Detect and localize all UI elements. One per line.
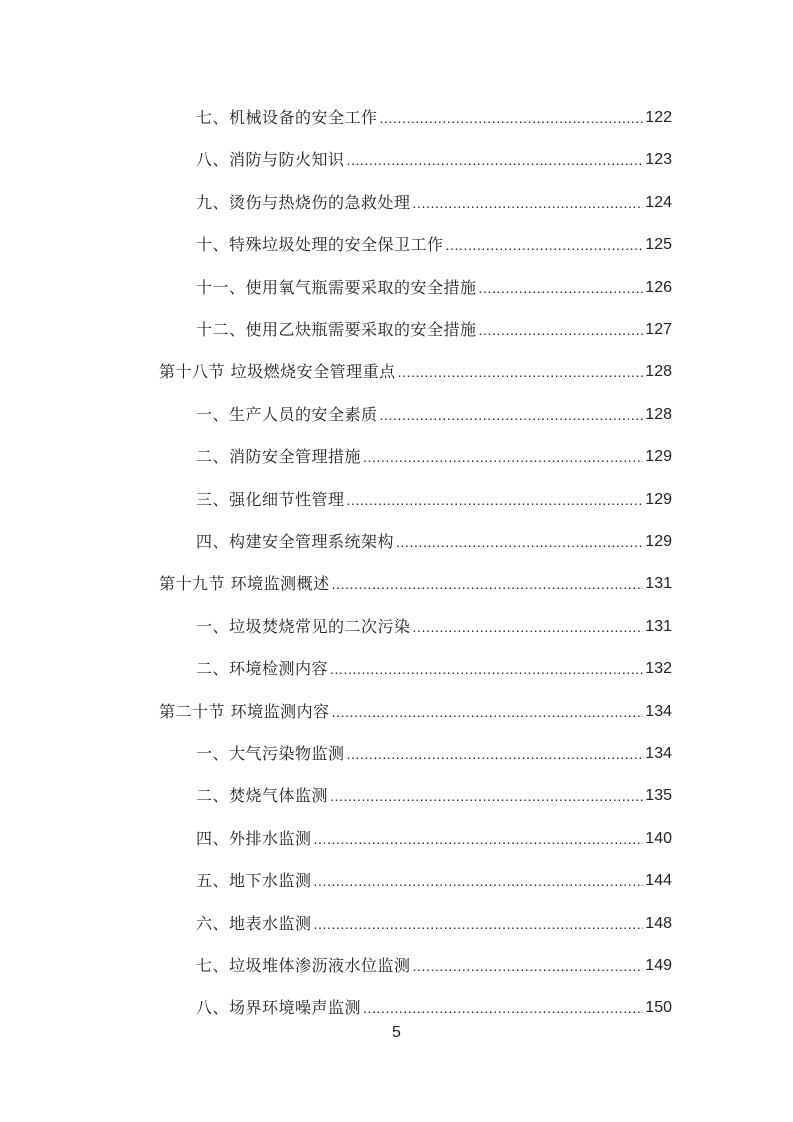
toc-entry[interactable] [196, 912, 672, 936]
dot-leader [363, 445, 643, 469]
dot-leader [332, 700, 644, 724]
toc-entry-page: 122 [645, 109, 672, 126]
dot-leader [314, 869, 644, 893]
dot-leader [347, 148, 644, 172]
dot-leader [479, 318, 644, 342]
toc-entry-page: 129 [645, 448, 672, 466]
toc-entry-title: 八、消防与防火知识 [196, 150, 345, 170]
toc-entry-page: 124 [645, 193, 672, 211]
toc-entry[interactable] [196, 148, 672, 172]
dot-leader [347, 488, 644, 512]
toc-entry-title: 一、垃圾焚烧常见的二次污染 [196, 616, 411, 636]
toc-entry[interactable] [196, 657, 672, 681]
dot-leader [398, 360, 644, 384]
toc-entry-page: 132 [645, 660, 672, 678]
toc-section-entry[interactable] [159, 572, 672, 596]
toc-entry[interactable] [196, 318, 672, 342]
dot-leader [413, 191, 644, 215]
toc-entry-page: 134 [645, 745, 672, 762]
toc-entry-page: 149 [645, 957, 672, 974]
toc-entry-page: 131 [645, 575, 672, 593]
toc-entry[interactable] [196, 996, 672, 1020]
toc-entry-page: 128 [645, 363, 672, 381]
toc-entry-page: 148 [645, 914, 672, 932]
toc-entry-title: 一、生产人员的安全素质 [196, 404, 378, 424]
toc-entry-title: 八、场界环境噪声监测 [196, 998, 362, 1018]
toc-entry[interactable] [196, 827, 672, 851]
toc-entry-title: 四、外排水监测 [196, 828, 312, 848]
toc-entry-title: 第二十节 环境监测内容 [159, 701, 330, 721]
toc-entry-title: 十、特殊垃圾处理的安全保卫工作 [196, 235, 444, 255]
page-number: 5 [392, 1024, 401, 1041]
dot-leader [479, 276, 644, 300]
toc-entry[interactable] [196, 742, 672, 766]
toc-entry[interactable] [196, 191, 672, 215]
toc-entry-title: 一、大气污染物监测 [196, 744, 345, 763]
toc-entry[interactable] [196, 276, 672, 300]
toc-entry-page: 129 [645, 490, 672, 508]
toc-entry[interactable] [196, 954, 672, 978]
toc-entry-title: 七、机械设备的安全工作 [196, 108, 378, 127]
toc-entry[interactable] [196, 615, 672, 639]
toc-entry-page: 123 [645, 151, 672, 169]
toc-entry-title: 十一、使用氧气瓶需要采取的安全措施 [196, 277, 477, 297]
toc-entry-title: 十二、使用乙炔瓶需要采取的安全措施 [196, 320, 477, 339]
toc-entry-title: 九、烫伤与热烧伤的急救处理 [196, 192, 411, 212]
toc-entry-title: 第十九节 环境监测概述 [159, 574, 330, 594]
dot-leader [380, 106, 644, 130]
toc-entry[interactable] [196, 488, 672, 512]
dot-leader [330, 784, 643, 808]
dot-leader [314, 827, 644, 851]
toc-entry-title: 二、焚烧气体监测 [196, 786, 329, 806]
toc-section-entry[interactable] [159, 700, 672, 724]
toc-entry[interactable] [196, 530, 672, 554]
toc-entry-page: 126 [645, 278, 672, 296]
toc-entry-page: 144 [645, 872, 672, 890]
toc-entry-page: 125 [645, 236, 672, 254]
toc-entry-title: 第十八节 垃圾燃烧安全管理重点 [159, 362, 396, 382]
toc-entry-title: 二、环境检测内容 [196, 659, 329, 679]
dot-leader [347, 742, 644, 766]
dot-leader [314, 912, 644, 936]
toc-entry-title: 三、强化细节性管理 [196, 489, 345, 509]
toc-entry-page: 150 [645, 999, 672, 1017]
toc-entry-title: 七、垃圾堆体渗沥液水位监测 [196, 956, 411, 975]
toc-entry-title: 四、构建安全管理系统架构 [196, 532, 395, 551]
toc-entry[interactable] [196, 445, 672, 469]
dot-leader [330, 657, 643, 681]
dot-leader [332, 572, 644, 596]
dot-leader [363, 996, 643, 1020]
dot-leader [380, 403, 644, 427]
toc-entry[interactable] [196, 106, 672, 130]
toc-entry-page: 128 [645, 405, 672, 423]
toc-section-entry[interactable] [159, 360, 672, 384]
dot-leader [446, 233, 644, 257]
toc-entry-page: 135 [645, 787, 672, 805]
toc-entry-page: 129 [645, 533, 672, 550]
dot-leader [396, 530, 643, 554]
dot-leader [413, 954, 644, 978]
toc-entry-page: 140 [645, 829, 672, 847]
toc-entry-page: 131 [645, 617, 672, 635]
toc-entry-page: 134 [645, 702, 672, 720]
toc-entry[interactable] [196, 869, 672, 893]
toc-entry[interactable] [196, 784, 672, 808]
toc-entry-title: 二、消防安全管理措施 [196, 447, 362, 467]
toc-entry-page: 127 [645, 321, 672, 338]
toc-entry[interactable] [196, 233, 672, 257]
toc-entry[interactable] [196, 403, 672, 427]
toc-entry-title: 六、地表水监测 [196, 913, 312, 933]
toc-entry-title: 五、地下水监测 [196, 871, 312, 891]
dot-leader [413, 615, 644, 639]
